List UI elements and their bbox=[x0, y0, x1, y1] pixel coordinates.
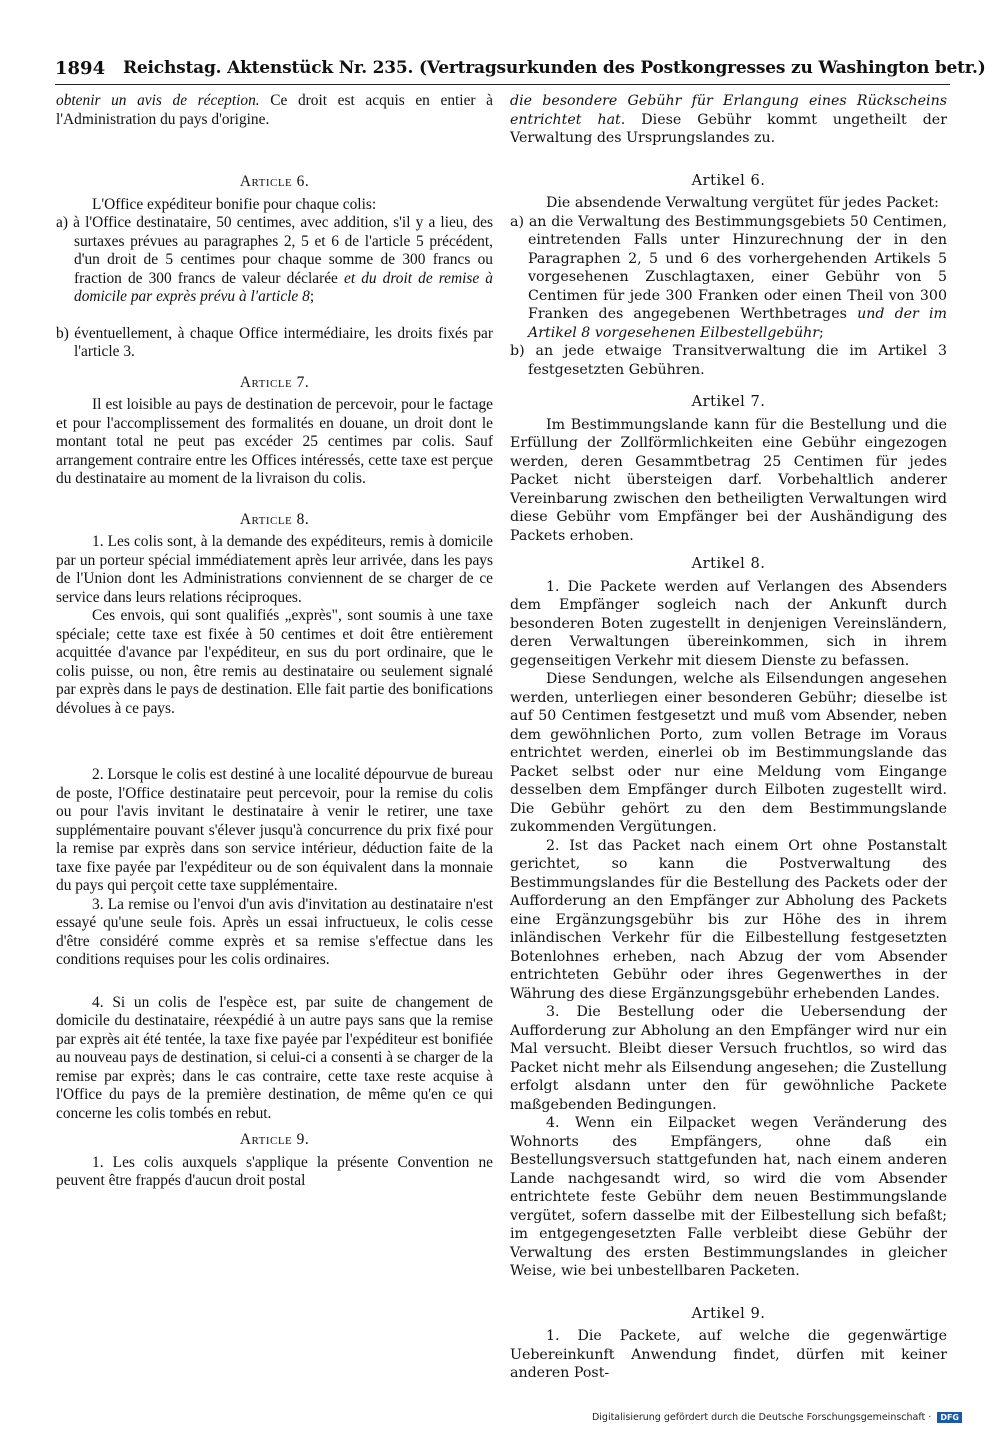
digitization-credit: Digitalisierung gefördert durch die Deutsche Forschungsgemeinschaft · DFG bbox=[592, 1412, 962, 1423]
article-8-paragraph-5: 4. Wenn ein Eilpacket wegen Veränderung des Wohnorts des Empfängers, ohne daß ein Bestellungsversuch stattgefunden hat, nach einem anderen Lande nachgesandt wird, so wird die vom Absender entrichtete feste Gebühr dem neuen Bestimmungslande vergütet, sofern dasselbe mit der Eilbestellung sich befaßt; im entgegengesetzten Falle verbleibt diese Gebühr der Verwaltung des ersten Bestimmungslandes in gleicher Weise, wie bei unbestellbaren Packeten. bbox=[510, 1115, 947, 1279]
article-6-item-a bbox=[510, 213, 947, 343]
intro-emphasis: obtenir un avis de réception. bbox=[56, 92, 260, 109]
intro-text: Diese Gebühr kommt ungetheilt der Verwaltung des Ursprungslandes zu. bbox=[510, 111, 947, 146]
credit-text: Digitalisierung gefördert durch die Deutsche Forschungsgemeinschaft bbox=[591, 1412, 926, 1423]
page-header bbox=[55, 54, 986, 84]
article-6-item-a-end: ; bbox=[309, 288, 315, 305]
article-8-paragraph-1: 1. Die Packete werden auf Verlangen des Absenders dem Empfänger sogleich nach der Ankunft durch besonderen Boten zugestellt in denjenigen Vereinsländern, deren Verwaltungen übereinkommen, sich in ihrem gegenseitigen Verkehr mit diesem Dienste zu befassen. bbox=[510, 578, 947, 669]
article-6-item-a bbox=[56, 214, 493, 307]
article-9-paragraph-1: 1. Die Packete, auf welche die gegenwärtige Uebereinkunft Anwendung findet, dürfen mit keiner anderen Post- bbox=[510, 1328, 947, 1381]
article-6-item-a-emphasis: und der im Artikel 8 vorgesehenen Eilbestellgebühr bbox=[528, 306, 947, 341]
article-9-heading: Article 9. bbox=[239, 1131, 310, 1148]
dfg-logo: DFG bbox=[937, 1412, 962, 1423]
article-6-item-a-emphasis: et du droit de remise à domicile par exprès prévu à l'article 8 bbox=[74, 269, 494, 305]
running-title: Reichstag. Aktenstück Nr. 235. (Vertragsurkunden des Postkongresses zu Washington betr.) bbox=[123, 58, 986, 78]
intro-paragraph bbox=[510, 92, 947, 148]
article-6-heading: Article 6. bbox=[239, 173, 310, 190]
spacer bbox=[56, 307, 493, 325]
article-6-item-a-text: a) à l'Office destinataire, 50 centimes, avec addition, s'il y a lieu, des surtaxes prévues au paragraphes 2, 5 et 6 de l'article 5 précédent, d'un droit de 5 centimes pour chaque somme de 300 francs ou fraction de 300 francs de valeur déclarée bbox=[56, 214, 493, 287]
article-6-lead: L'Office expéditeur bonifie pour chaque colis: bbox=[92, 195, 377, 213]
article-7-paragraph: Im Bestimmungslande kann für die Bestellung und die Erfüllung der Zollförmlichkeiten eine Gebühr eingezogen werden, deren Gesammtbetrag 25 Centimen für jedes Packet nicht übersteigen darf. Vorbehaltlich anderer Vereinbarung zwischen den betheiligten Verwaltungen wird diese Gebühr vom Empfänger bei der Aushändigung des Packets erhoben. bbox=[510, 416, 947, 544]
article-7-paragraph: Il est loisible au pays de destination de percevoir, pour le factage et pour l'accomplissement des formalités en douane, un droit dont le montant total ne peut pas excéder 25 centimes par colis. Sauf arrangement contraire entre les Offices intéressés, cette taxe est perçue du destinataire au moment de la livraison du colis. bbox=[56, 396, 493, 487]
article-8-heading: Artikel 8. bbox=[691, 555, 766, 572]
article-8-paragraph-3: 2. Lorsque le colis est destiné à une localité dépourvue de bureau de poste, l'Office destinataire peut percevoir, pour la remise du colis ou pour l'avis invitant le destinataire à venir le retirer, une taxe supplémentaire pouvant s'élever jusqu'à concurrence du prix fixé pour la remise par exprès dans son service intérieur, déduction faite de la taxe fixe payée par l'expéditeur ou de son équivalent dans la monnaie du pays qui perçoit cette taxe supplémentaire. bbox=[56, 766, 493, 894]
article-6-heading: Artikel 6. bbox=[691, 171, 766, 189]
intro-emphasis: die besondere Gebühr für Erlangung eines Rückscheins entrichtet hat. bbox=[510, 93, 947, 128]
header-rule bbox=[55, 84, 950, 85]
article-7-heading: Article 7. bbox=[239, 373, 310, 391]
article-8-paragraph-1: 1. Les colis sont, à la demande des expéditeurs, remis à domicile par un porteur spécial immédiatement après leur arrivée, dans les pays de l'Union dont les Administrations conviennent de se charger de ce service dans leurs relations réciproques. bbox=[56, 533, 493, 606]
article-9-paragraph-1: 1. Les colis auxquels s'applique la présente Convention ne peuvent être frappés d'aucun droit postal bbox=[56, 1153, 493, 1189]
article-8-paragraph-3: 2. Ist das Packet nach einem Ort ohne Postanstalt gerichtet, so kann die Postverwaltung des Bestimmungslandes für die Bestellung des Packets oder der Aufforderung an den Empfänger zur Abholung des Packets eine Ergänzungsgebühr bis zur Höhe des in ihrem inländischen Verkehr für die Eilbestellung festgesetzten Botenlohnes erheben, nach Abzug der vom Absender entrichteten Gebühr oder ihres Gegenwerthes in der Währung des diese Ergänzungsgebühr erhebenden Landes. bbox=[510, 837, 947, 1002]
french-column bbox=[56, 92, 493, 1191]
spacer bbox=[56, 970, 493, 994]
article-9-heading: Artikel 9. bbox=[691, 1304, 766, 1322]
article-8-heading: Article 8. bbox=[239, 510, 310, 528]
page-number: 1894 bbox=[55, 58, 106, 79]
intro-paragraph bbox=[56, 92, 493, 129]
article-7-heading: Artikel 7. bbox=[691, 393, 766, 410]
article-6-item-a-text: a) an die Verwaltung des Bestimmungsgebiets 50 Centimen, eintretenden Falls unter Hinzurechnung der in den Paragraphen 2, 5 und 6 des vorhergehenden Artikels 5 vorgesehenen Zuschlagtaxen, einer Gebühr von 5 Centimen für jede 300 Franken oder einen Theil von 300 Franken des angegebenen Werthbetrages bbox=[510, 213, 947, 322]
german-column bbox=[510, 92, 947, 1383]
article-8-paragraph-2: Ces envois, qui sont qualifiés „exprès", sont soumis à une taxe spéciale; cette taxe est fixée à 50 centimes et doit être entièrement acquittée d'avance par l'expéditeur, en sus du port ordinaire, que le colis puisse, ou non, être remis au destinataire ou seulement signalé par exprès dans le pays de destination. Elle fait partie des bonifications dévolues à ce pays. bbox=[56, 607, 493, 717]
spacer bbox=[56, 718, 493, 766]
article-6-item-a-end: ; bbox=[819, 324, 824, 341]
article-8-paragraph-4: 3. Die Bestellung oder die Uebersendung der Aufforderung zur Abholung an den Empfänger wird nur ein Mal versucht. Bleibt dieser Versuch fruchtlos, so wird das Packet nicht mehr als Eilsendung angesehen; die Zustellung erfolgt alsdann unter den für gewöhnliche Packete maßgebenden Bedingungen. bbox=[510, 1004, 947, 1113]
article-8-paragraph-5: 4. Si un colis de l'espèce est, par suite de changement de domicile du destinataire, réexpédié à un autre pays sans que la remise par exprès ait été tentée, la taxe fixe payée par l'expéditeur est bonifiée au nouveau pays de destination, si celui-ci a consenti à se charger de la remise par exprès; dans le cas contraire, cette taxe reste acquise à l'Office du pays de la première destination, de même qu'en ce qui concerne les colis tombés en rebut. bbox=[56, 993, 493, 1122]
article-6-lead: Die absendende Verwaltung vergütet für jedes Packet: bbox=[546, 195, 939, 211]
article-6-item-b: b) an jede etwaige Transitverwaltung die im Artikel 3 festgesetzten Gebühren. bbox=[510, 343, 947, 378]
article-6-item-b: b) éventuellement, à chaque Office intermédiaire, les droits fixés par l'article 3. bbox=[56, 324, 493, 360]
article-8-paragraph-2: Diese Sendungen, welche als Eilsendungen angesehen werden, unterliegen einer besonderen Gebühr; dieselbe ist auf 50 Centimen festgesetzt und muß vom Absender, neben dem gewöhnlichen Porto, zum vollen Betrage im Voraus entrichtet werden, einerlei ob im Bestimmungslande das Packet selbst oder nur eine Meldung vom Eingange desselben dem Empfänger durch Eilboten zugestellt wird. Die Gebühr gehört zu den dem Bestimmungslande zukommenden Vergütungen. bbox=[510, 671, 947, 835]
intro-text: Ce droit est acquis en entier à l'Administration du pays d'origine. bbox=[56, 92, 493, 128]
article-8-paragraph-4: 3. La remise ou l'envoi d'un avis d'invitation au destinataire n'est essayé qu'une seule fois. Après un essai infructueux, le colis cesse d'être considéré comme exprès et sa remise s'effectue dans les conditions requises pour les colis ordinaires. bbox=[56, 895, 493, 968]
